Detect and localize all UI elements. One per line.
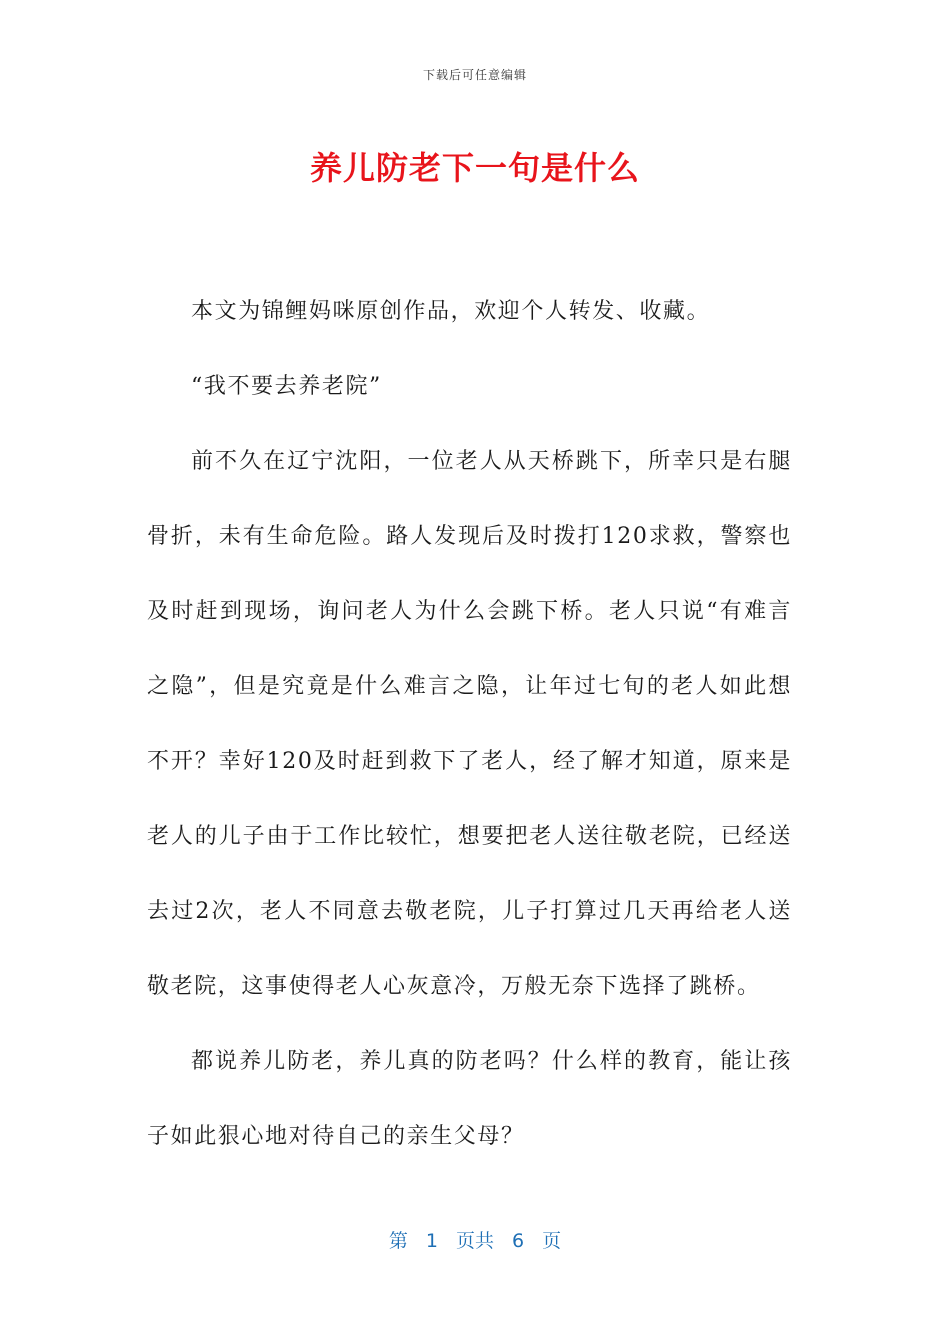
total-pages-number: 6 (512, 1230, 525, 1252)
document-title: 养儿防老下一句是什么 (309, 149, 640, 187)
current-page-number: 1 (425, 1230, 438, 1252)
paragraph: “我不要去养老院” (191, 374, 382, 399)
paragraph: 前不久在辽宁沈阳，一位老人从天桥跳下，所幸只是右腿骨折，未有生命危险。路人发现后及时拨打120求救，警察也及时赶到现场，询问老人为什么会跳下桥。老人只说“有难言之隐”，但是究竟是什么难言之隐，让年过七旬的老人如此想不开？幸好120及时赶到救下了老人，经了解才知道，原来是老人的儿子由于工作比较忙，想要把老人送往敬老院，已经送去过2次，老人不同意去敬老院，儿子打算过几天再给老人送敬老院，这事使得老人心灰意冷，万般无奈下选择了跳桥。 (147, 449, 792, 999)
page-footer (0, 1226, 950, 1253)
page-suffix: 页 (542, 1230, 562, 1252)
document-body (147, 274, 792, 1174)
paragraph: 都说养儿防老，养儿真的防老吗？什么样的教育，能让孩子如此狠心地对待自己的亲生父母？ (147, 1049, 792, 1149)
paragraph: 本文为锦鲤妈咪原创作品，欢迎个人转发、收藏。 (191, 299, 711, 324)
page-prefix: 第 (388, 1230, 408, 1252)
header-note: 下载后可任意编辑 (422, 68, 527, 82)
page-mid: 页共 (455, 1230, 494, 1252)
